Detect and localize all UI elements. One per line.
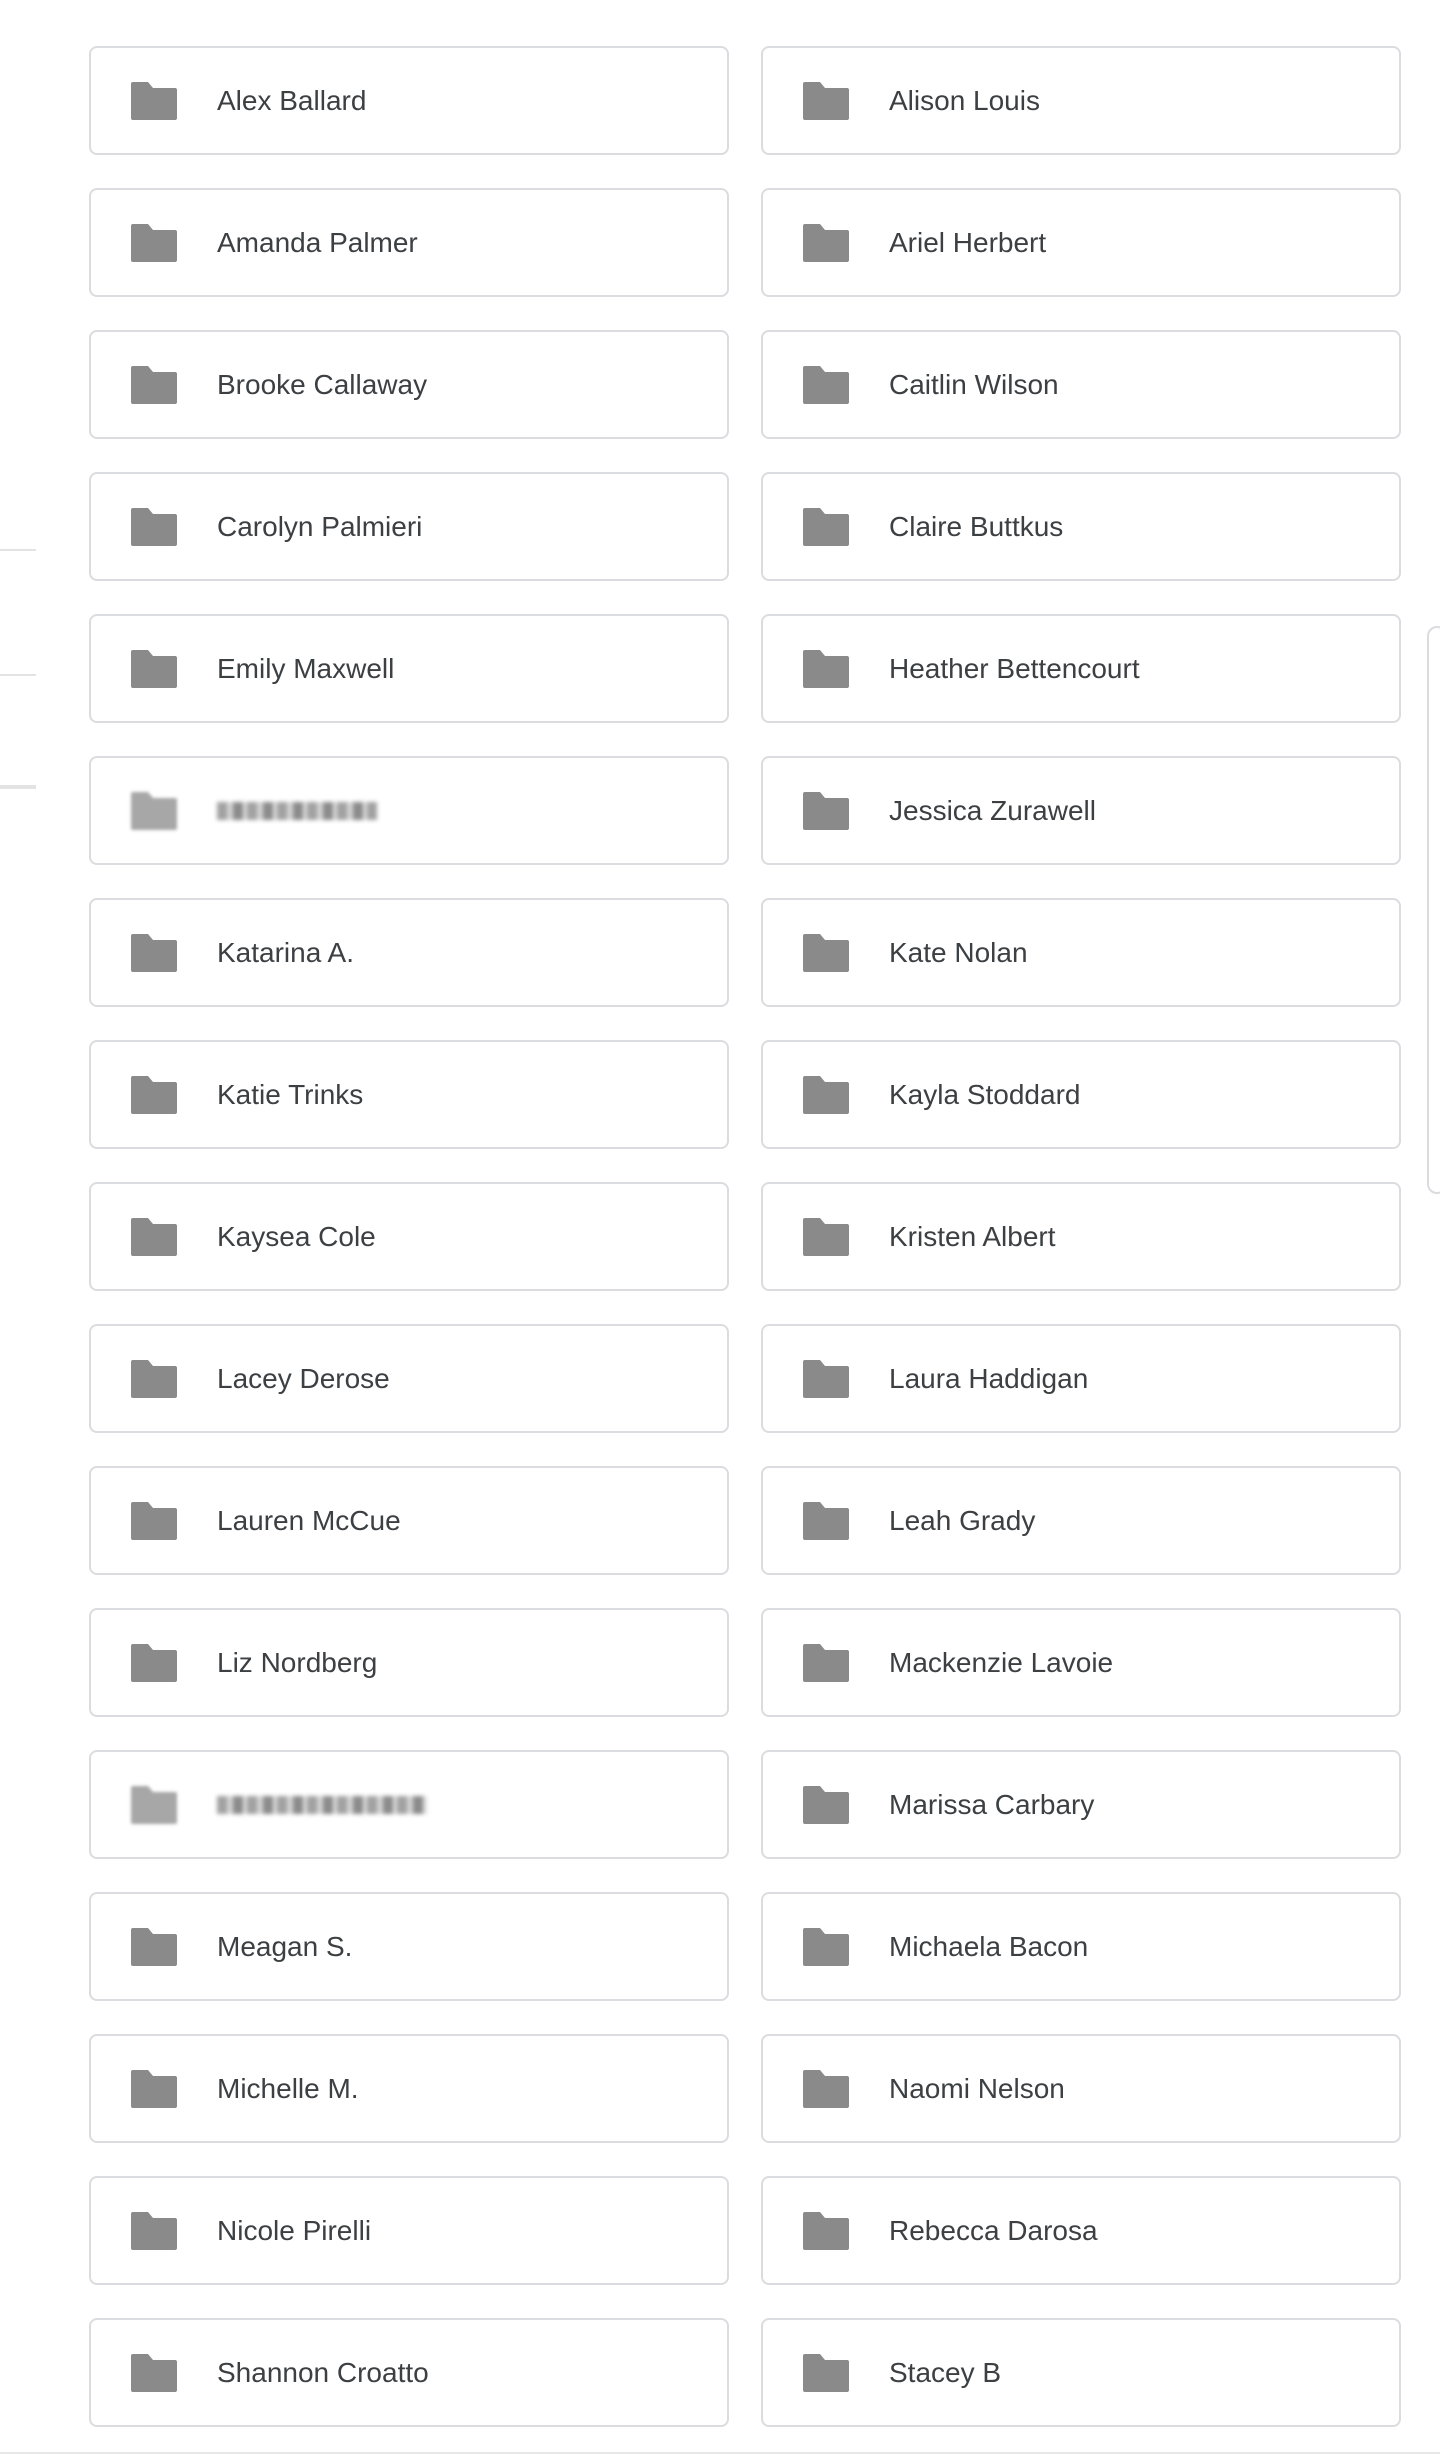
- folder-name: Kaysea Cole: [217, 1220, 376, 1252]
- folder-card[interactable]: [761, 188, 1401, 297]
- left-divider: [0, 674, 36, 676]
- folder-icon: [131, 1644, 177, 1682]
- folder-icon: [131, 1502, 177, 1540]
- folder-card[interactable]: [761, 1182, 1401, 1291]
- folder-card[interactable]: [761, 330, 1401, 439]
- folder-card[interactable]: [89, 1324, 729, 1433]
- folder-card[interactable]: [761, 46, 1401, 155]
- folder-card[interactable]: [89, 1608, 729, 1717]
- folder-name: Nicole Pirelli: [217, 2214, 372, 2246]
- folder-card[interactable]: [89, 46, 729, 155]
- folder-name: Marissa Carbary: [889, 1788, 1095, 1820]
- folder-name: Alison Louis: [889, 84, 1040, 116]
- folder-name: Michelle M.: [217, 2072, 359, 2104]
- folder-card[interactable]: [89, 188, 729, 297]
- folder-card[interactable]: [761, 2318, 1401, 2427]
- folder-icon: [803, 934, 849, 972]
- folder-name: Leah Grady: [889, 1504, 1036, 1536]
- folder-icon: [803, 224, 849, 262]
- folder-name: Emily Maxwell: [217, 652, 395, 684]
- bottom-divider: [0, 2452, 1440, 2454]
- folder-icon: [131, 2212, 177, 2250]
- folder-name: Meagan S.: [217, 1930, 353, 1962]
- redacted-name: [217, 802, 377, 820]
- folder-name: Claire Buttkus: [889, 510, 1064, 542]
- folder-name: Carolyn Palmieri: [217, 510, 423, 542]
- folder-card[interactable]: [761, 1324, 1401, 1433]
- folder-name: Kayla Stoddard: [889, 1078, 1081, 1110]
- folder-icon: [131, 1076, 177, 1114]
- folder-card[interactable]: [89, 330, 729, 439]
- folder-icon: [131, 1360, 177, 1398]
- folder-card[interactable]: [761, 756, 1401, 865]
- folder-card[interactable]: [761, 1608, 1401, 1717]
- folder-card[interactable]: [761, 614, 1401, 723]
- folder-name: Katie Trinks: [217, 1078, 364, 1110]
- folder-card[interactable]: [761, 472, 1401, 581]
- folder-name: Naomi Nelson: [889, 2072, 1065, 2104]
- folder-name: Heather Bettencourt: [889, 652, 1140, 684]
- folder-icon: [803, 2212, 849, 2250]
- folder-card[interactable]: [761, 898, 1401, 1007]
- folder-name: Caitlin Wilson: [889, 368, 1059, 400]
- folder-icon: [803, 1360, 849, 1398]
- folder-card[interactable]: [761, 1750, 1401, 1859]
- folder-name: Mackenzie Lavoie: [889, 1646, 1114, 1678]
- folder-card[interactable]: [89, 1182, 729, 1291]
- folder-name: Kristen Albert: [889, 1220, 1056, 1252]
- folder-grid: [89, 46, 1401, 2427]
- folder-name: Ariel Herbert: [889, 226, 1047, 258]
- folder-icon: [803, 82, 849, 120]
- folder-card-redacted[interactable]: [89, 756, 729, 865]
- folder-icon: [803, 1644, 849, 1682]
- folder-name: Liz Nordberg: [217, 1646, 378, 1678]
- folder-icon: [131, 934, 177, 972]
- folder-card[interactable]: [761, 1892, 1401, 2001]
- folder-icon: [803, 792, 849, 830]
- folder-card[interactable]: [761, 2176, 1401, 2285]
- folder-card[interactable]: [89, 2034, 729, 2143]
- folder-card[interactable]: [89, 2318, 729, 2427]
- folder-name: Alex Ballard: [217, 84, 367, 116]
- folder-icon: [131, 1218, 177, 1256]
- left-divider: [0, 549, 36, 551]
- folder-icon: [803, 508, 849, 546]
- folder-icon: [131, 2354, 177, 2392]
- folder-icon: [803, 650, 849, 688]
- folder-icon: [131, 2070, 177, 2108]
- folder-name: Katarina A.: [217, 936, 354, 968]
- folder-card[interactable]: [89, 1466, 729, 1575]
- folder-icon: [803, 1218, 849, 1256]
- folder-name: Michaela Bacon: [889, 1930, 1089, 1962]
- folder-icon: [131, 82, 177, 120]
- folder-icon: [803, 1928, 849, 1966]
- folder-card[interactable]: [89, 2176, 729, 2285]
- folder-name: Lauren McCue: [217, 1504, 401, 1536]
- folder-icon: [131, 650, 177, 688]
- folder-name: Kate Nolan: [889, 936, 1028, 968]
- folder-card[interactable]: [89, 614, 729, 723]
- folder-icon: [803, 1076, 849, 1114]
- folder-name: Stacey B: [889, 2356, 1002, 2388]
- redacted-name: [217, 1796, 427, 1814]
- folder-name: Lacey Derose: [217, 1362, 390, 1394]
- folder-icon: [131, 1928, 177, 1966]
- folder-card[interactable]: [89, 898, 729, 1007]
- folder-icon: [131, 366, 177, 404]
- side-panel-edge[interactable]: [1427, 626, 1440, 1194]
- folder-card[interactable]: [89, 1040, 729, 1149]
- folder-icon: [131, 508, 177, 546]
- folder-card[interactable]: [761, 2034, 1401, 2143]
- left-divider: [0, 785, 36, 789]
- folder-card[interactable]: [761, 1040, 1401, 1149]
- folder-name: Laura Haddigan: [889, 1362, 1089, 1394]
- folder-name: Shannon Croatto: [217, 2356, 429, 2388]
- folder-icon: [803, 2354, 849, 2392]
- folder-card-redacted[interactable]: [89, 1750, 729, 1859]
- folder-card[interactable]: [761, 1466, 1401, 1575]
- folder-icon: [803, 1786, 849, 1824]
- folder-name: Rebecca Darosa: [889, 2214, 1098, 2246]
- folder-icon: [803, 2070, 849, 2108]
- folder-icon: [131, 1786, 177, 1824]
- folder-icon: [131, 224, 177, 262]
- folder-card[interactable]: [89, 472, 729, 581]
- folder-icon: [803, 366, 849, 404]
- folder-icon: [803, 1502, 849, 1540]
- folder-card[interactable]: [89, 1892, 729, 2001]
- folder-name: Jessica Zurawell: [889, 794, 1096, 826]
- folder-name: Amanda Palmer: [217, 226, 418, 258]
- folder-name: Brooke Callaway: [217, 368, 428, 400]
- folder-icon: [131, 792, 177, 830]
